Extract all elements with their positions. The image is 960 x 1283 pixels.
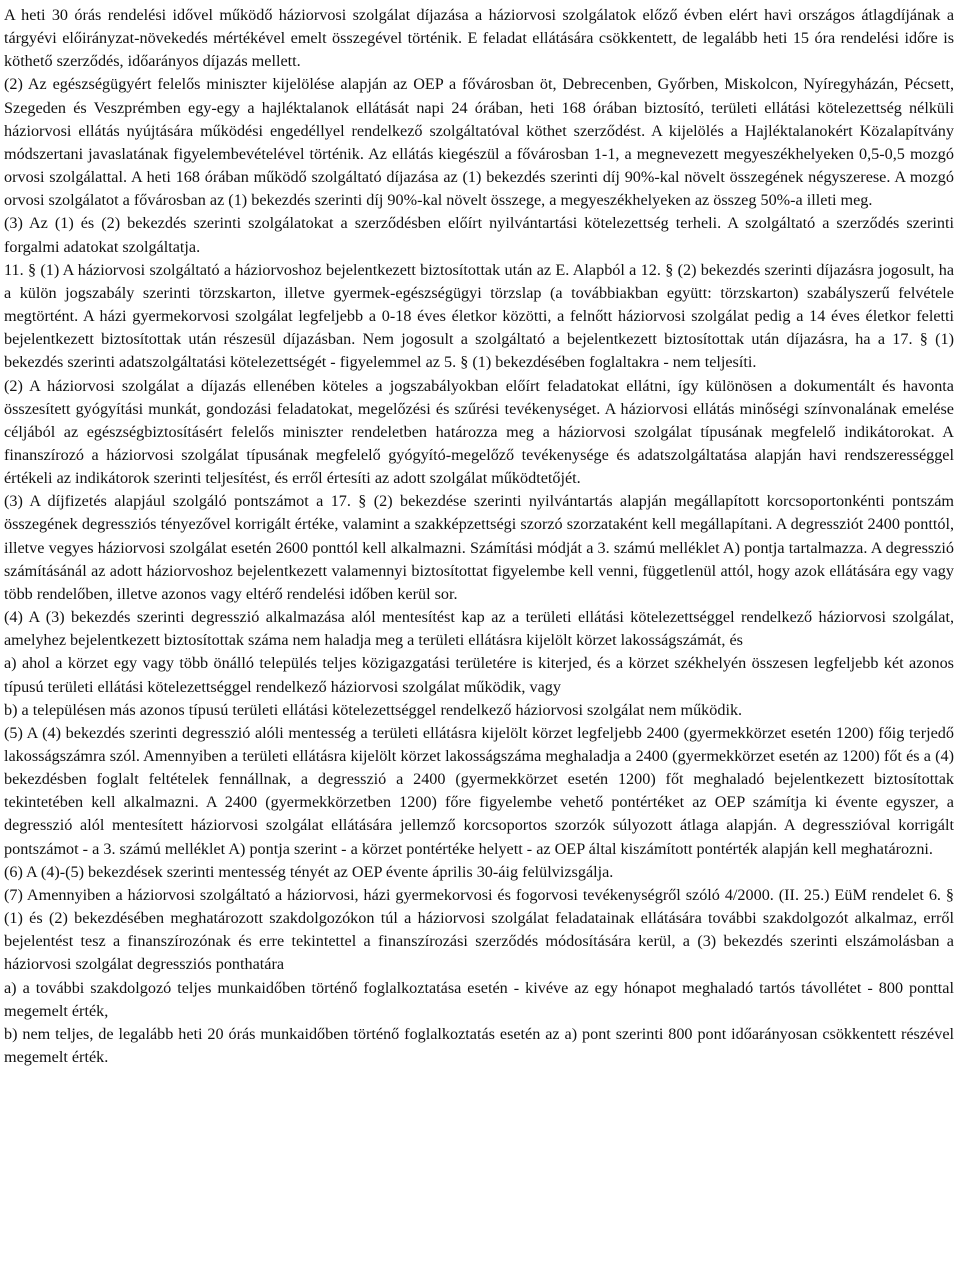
- paragraph: (6) A (4)-(5) bekezdések szerinti mentesség tényét az OEP évente április 30-áig felülvizsgálja.: [4, 862, 614, 881]
- paragraph: (5) A (4) bekezdés szerinti degresszió alóli mentesség a területi ellátásra kijelölt körzet legfeljebb 2400 (gyermekkörzet esetén 1200) főig terjedő lakosságszámra szól. Amennyiben a területi ellátásra kijelölt körzet lakosságszáma meghaladja a 2400 (gyermekkörzet esetén az 1200) főt és a (4) bekezdésben foglalt feltételek fennállnak, a degresszió a 2400 (gyermekkörzet esetén 1200) főt meghaladó bejelentkezett biztosítottak tekintetében kell alkalmazni. A 2400 (gyermekkörzetben 1200) főre figyelembe vehető pontértéket az OEP számítja ki évente egyszer, a degresszió alól mentesített háziorvosi szolgálat ellátására jellemző korcsoportos szorzók súlyozott átlaga alapján. A degresszióval korrigált pontszámot - a 3. számú melléklet A) pontja szerint - a körzet pontértéke helyett - az OEP által kiszámított pontérték alapján kell meghatározni.: [4, 723, 954, 858]
- paragraph: (7) Amennyiben a háziorvosi szolgáltató a háziorvosi, házi gyermekorvosi és fogorvosi tevékenységről szóló 4/2000. (II. 25.) EüM rendelet 6. § (1) és (2) bekezdésében meghatározott szakdolgozókon túl a háziorvosi szolgálat feladatainak ellátására további szakdolgozót alkalmaz, erről bejelentést tesz a finanszírozónak és erre tekintettel a finanszírozási szerződés módosítására kerül, a (3) bekezdés szerinti elszámolásban a háziorvosi szolgálat degressziós ponthatára: [4, 885, 954, 974]
- paragraph: (2) Az egészségügyért felelős miniszter kijelölése alapján az OEP a fővárosban öt, Debrecenben, Győrben, Miskolcon, Nyíregyházán, Pécsett, Szegeden és Veszprémben egy-egy a hajléktalanok ellátását napi 24 órában, heti 168 órában biztosító, területi ellátási kötelezettség nélküli háziorvosi ellátás nyújtására működési engedéllyel rendelkező szolgáltatóval köthet szerződést. A kijelölés a Hajléktalanokért Közalapítvány módszertani javaslatának figyelembevételével történik. Az ellátás kiegészül a fővárosban 1-1, a megnevezett megyeszékhelyeken 0,5-0,5 mozgó orvosi szolgálattal. A heti 168 órában működő szolgáltató díjazása az (1) bekezdés szerinti díj 90%-kal növelt összegének négyszerese. A mozgó orvosi szolgálatot a fővárosban az (1) bekezdés szerinti díj 90%-kal növelt összege, a megyeszékhelyeken az összeg 50%-a illeti meg.: [4, 75, 954, 210]
- paragraph: (2) A háziorvosi szolgálat a díjazás ellenében köteles a jogszabályokban előírt feladatokat ellátni, így különösen a dokumentált és havonta összesített gyógyítási munkát, gondozási feladatokat, megelőzési és szűrési tevékenységet. A háziorvosi ellátás minőségi színvonalának emelése céljából az egészségbiztosításért felelős miniszter rendeletben határozza meg a háziorvosi szolgálat típusának megfelelő indikátorokat. A finanszírozó a háziorvosi szolgálat típusának megfelelő gyógyító-megelőző tevékenysége és adatszolgáltatása alapján havi rendszerességgel értékeli az indikátorok szerinti teljesítést, és erről értesíti az adott szolgálat működtetőjét.: [4, 376, 954, 488]
- paragraph: 11. § (1) A háziorvosi szolgáltató a háziorvoshoz bejelentkezett biztosítottak után az E. Alapból a 12. § (2) bekezdés szerinti díjazásra jogosult, ha a külön jogszabály szerinti törzskarton, illetve gyermek-egészségügyi törzslap (a továbbiakban együtt: törzskarton) szabályszerű felvétele megtörtént. A házi gyermekorvosi szolgálat legfeljebb a 0-18 éves életkor közötti, a felnőtt háziorvosi szolgálat pedig a 14 éves életkor feletti bejelentkezett biztosítottak után részesül díjazásban. Nem jogosult a szolgáltató a bejelentkezett biztosítottak után díjazásra, ha a 17. § (1) bekezdés szerinti adatszolgáltatási kötelezettségét - figyelemmel az 5. § (1) bekezdésében foglaltakra - nem teljesíti.: [4, 260, 954, 372]
- paragraph: A heti 30 órás rendelési idővel működő háziorvosi szolgálat díjazása a háziorvosi szolgálatok előző évben elért havi országos átlagdíjának a tárgyévi előirányzat-növekedés mértékével emelt összegével történik. E feladat ellátására csökkentett, de legalább heti 15 óra rendelési időre is köthető szerződés, időarányos díjazás mellett.: [4, 6, 954, 71]
- list-item: b) nem teljes, de legalább heti 20 órás munkaidőben történő foglalkoztatás esetén az a) pont szerinti 800 pont időarányosan csökkentett részével megemelt érték.: [4, 1024, 954, 1067]
- list-item: a) a további szakdolgozó teljes munkaidőben történő foglalkoztatása esetén - kivéve az egy hónapot meghaladó tartós távollétet - 800 ponttal megemelt érték,: [4, 978, 954, 1020]
- list-item: b) a településen más azonos típusú területi ellátási kötelezettséggel rendelkező háziorvosi szolgálat nem működik.: [4, 700, 743, 719]
- list-item: a) ahol a körzet egy vagy több önálló település teljes közigazgatási területére is kiterjed, és a körzet székhelyén összesen legfeljebb két azonos típusú területi ellátási kötelezettséggel rendelkező háziorvosi szolgálat működik, vagy: [4, 654, 954, 696]
- paragraph: (4) A (3) bekezdés szerinti degresszió alkalmazása alól mentesítést kap az a területi ellátási kötelezettséggel rendelkező háziorvosi szolgálat, amelyhez bejelentkezett biztosítottak száma nem haladja meg a területi ellátásra kijelölt körzet lakosságszámát, és: [4, 608, 954, 650]
- paragraph: (3) Az (1) és (2) bekezdés szerinti szolgálatokat a szerződésben előírt nyilvántartási kötelezettség terheli. A szolgáltató a szerződés szerinti forgalmi adatokat szolgáltatja.: [4, 214, 954, 256]
- paragraph: (3) A díjfizetés alapjául szolgáló pontszámot a 17. § (2) bekezdése szerinti nyilvántartás alapján megállapított korcsoportonkénti pontszám összegének degressziós tényezővel korrigált értéke, valamint a szakképzettségi szorzó szorzataként kell megállapítani. A degressziót 2400 ponttól, illetve vegyes háziorvosi szolgálat esetén 2600 ponttól kell alkalmazni. Számítási módját a 3. számú melléklet A) pontja tartalmazza. A degresszió számításánál az adott háziorvoshoz bejelentkezett valamennyi biztosítottat figyelembe kell venni, függetlenül attól, hogy azok ellátására egy vagy több rendelőben, illetve azonos vagy eltérő rendelési időben kerül sor.: [4, 492, 954, 603]
